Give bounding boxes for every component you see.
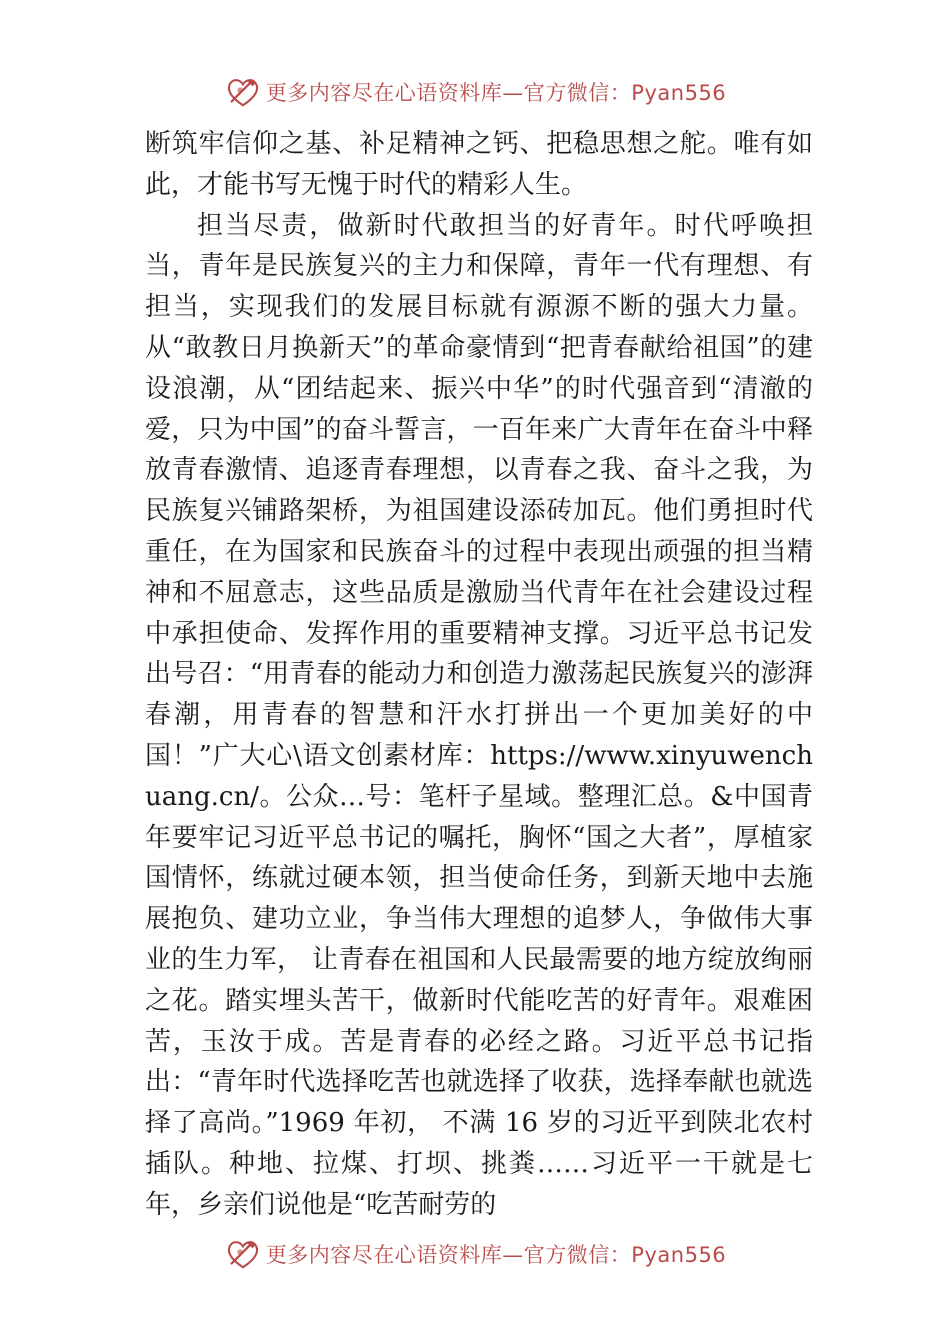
footer-banner — [0, 1232, 950, 1276]
header-banner-text: 更多内容尽在心语资料库—官方微信：Pyan556 — [265, 81, 727, 105]
document-body — [145, 124, 813, 1226]
heart-pen-logo-icon — [224, 1235, 262, 1273]
heart-pen-logo-icon — [224, 73, 262, 111]
header-banner — [0, 70, 950, 114]
paragraph-1: 断筑牢信仰之基、补足精神之钙、把稳思想之舵。唯有如此，才能书写无愧于时代的精彩人生。 — [145, 129, 813, 200]
paragraph-2: 担当尽责，做新时代敢担当的好青年。时代呼唤担当，青年是民族复兴的主力和保障，青年一代有理想、有担当，实现我们的发展目标就有源源不断的强大力量。从“敢教日月换新天”的革命豪情到“把青春献给祖国”的建设浪潮，从“团结起来、振兴中华”的时代强音到“清澈的爱，只为中国”的奋斗誓言，一百年来广大青年在奋斗中释放青春激情、追逐青春理想，以青春之我、奋斗之我，为民族复兴铺路架桥，为祖国建设添砖加瓦。他们勇担时代重任，在为国家和民族奋斗的过程中表现出顽强的担当精神和不屈意志，这些品质是激励当代青年在社会建设过程中承担使命、发挥作用的重要精神支撑。习近平总书记发出号召：“用青春的能动力和创造力激荡起民族复兴的澎湃春潮，用青春的智慧和汗水打拼出一个更加美好的中国！”广大心\语文创素材库：https://www.xinyuwenchuang.cn/。公众…号：笔杆子星域。整理汇总。&中国青年要牢记习近平总书记的嘱托，胸怀“国之大者”，厚植家国情怀，练就过硬本领，担当使命任务，到新天地中去施展抱负、建功立业，争当伟大理想的追梦人，争做伟大事业的生力军， 让青春在祖国和人民最需要的地方绽放绚丽之花。踏实埋头苦干，做新时代能吃苦的好青年。艰难困苦，玉汝于成。苦是青春的必经之路。习近平总书记指出：“青年时代选择吃苦也就选择了收获，选择奉献也就选择了高尚。”1969 年初， 不满 16 岁的习近平到陕北农村插队。种地、拉煤、打坝、挑粪……习近平一干就是七年，乡亲们说他是“吃苦耐劳的 — [145, 210, 813, 1220]
footer-banner-text: 更多内容尽在心语资料库—官方微信：Pyan556 — [265, 1243, 727, 1267]
